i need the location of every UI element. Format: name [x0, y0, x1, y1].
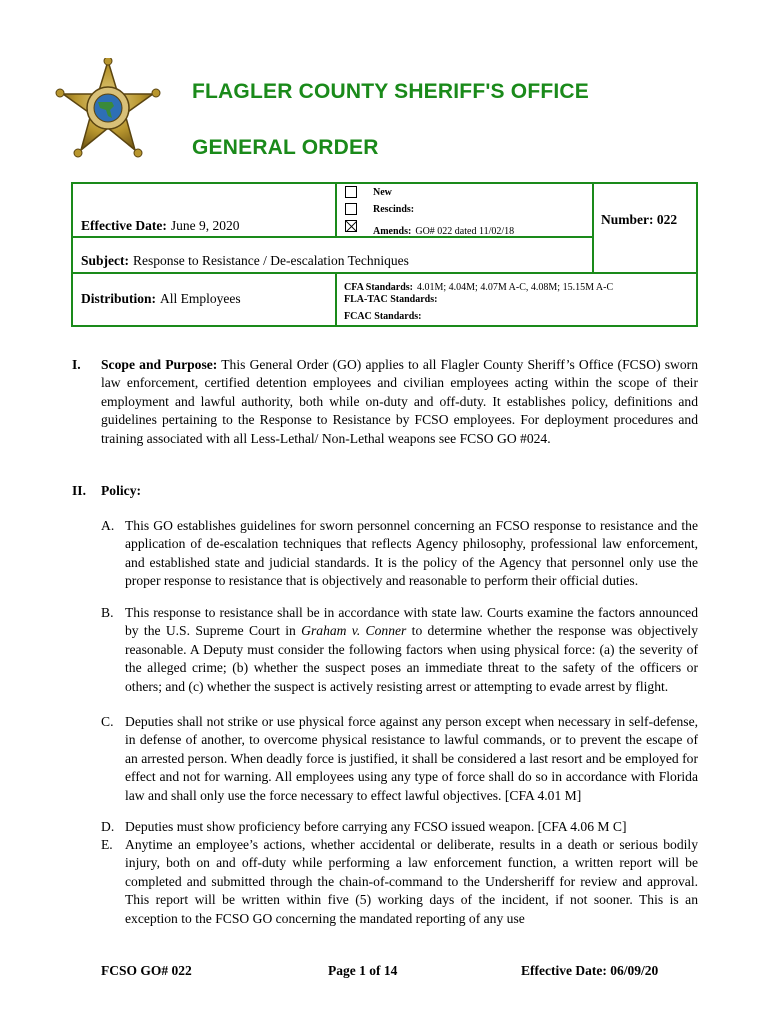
section-text — [101, 356, 698, 448]
flatac-standards: FLA-TAC Standards: — [344, 294, 438, 305]
cfa-label: CFA Standards: — [344, 282, 413, 293]
rescinds-label: Rescinds: — [373, 204, 415, 215]
footer-page-number: Page 1 of 14 — [328, 963, 398, 978]
item-letter: C. — [101, 714, 114, 729]
footer-doc-number: FCSO GO# 022 — [101, 963, 192, 978]
amends-row — [373, 221, 514, 239]
case-name: Graham v. Conner — [301, 623, 407, 639]
section-number: II. — [72, 483, 86, 498]
amends-checkbox[interactable] — [345, 220, 357, 232]
item-text-part: to determine whether the response was objectively reasonable. A Deputy must consider the following factors when using physical force: (a) the severity of the alleged crime; (b) whether the suspect poses an immediate threat to the safety of the officers or others; and (c) whether the suspect is actively resisting arrest or attempting to evade arrest by flight. — [125, 623, 698, 694]
scope-text: This General Order (GO) applies to all Flagler County Sheriff’s Office (FCSO) sworn law enforcement, certified detention employees and civilian employees acting within the scope of their employment and lawful authority, both while on-duty and off-duty. It establishes policy, definitions and guidelines pertaining to the Response to Resistance by FCSO employees. For deployment procedures and training associated with all Less-Lethal/ Non-Lethal weapons see FCSO GO #024. — [101, 357, 698, 446]
divider — [73, 272, 696, 274]
distribution-value: All Employees — [160, 291, 241, 306]
distribution-label: Distribution: — [81, 291, 157, 306]
item-letter: B. — [101, 605, 114, 620]
section-heading — [101, 482, 698, 500]
divider — [592, 184, 594, 274]
amends-label: Amends: — [373, 226, 412, 237]
cfa-standards — [344, 277, 613, 295]
amends-value: GO# 022 dated 11/02/18 — [415, 226, 515, 237]
divider — [335, 184, 337, 236]
subject-cell — [81, 252, 409, 270]
effective-date-cell — [81, 217, 239, 235]
subject-value: Response to Resistance / De-escalation Techniques — [133, 253, 409, 268]
effective-date-label: Effective Date: — [81, 218, 167, 233]
order-number: Number: 022 — [601, 212, 678, 227]
cfa-value: 4.01M; 4.04M; 4.07M A-C, 4.08M; 15.15M A-C — [417, 282, 614, 293]
divider — [335, 272, 337, 325]
subject-label: Subject: — [81, 253, 129, 268]
page-title: FLAGLER COUNTY SHERIFF'S OFFICE — [192, 80, 589, 103]
page-subtitle: GENERAL ORDER — [192, 136, 379, 159]
header-table — [71, 182, 698, 327]
new-checkbox[interactable] — [345, 186, 357, 198]
section-number: I. — [72, 357, 81, 372]
item-text: Deputies must show proficiency before carrying any FCSO issued weapon. [CFA 4.06 M C] — [125, 819, 627, 834]
sheriff-star-badge-icon — [54, 58, 162, 166]
section-heading: Scope and Purpose: — [101, 357, 218, 372]
policy-heading: Policy: — [101, 483, 142, 498]
distribution-cell — [81, 290, 241, 308]
item-text: Anytime an employee’s actions, whether accidental or deliberate, results in a death or serious bodily injury, both on and off-duty while performing a law enforcement function, a written report will be completed and submitted through the chain-of-command to the Undersheriff for review and approval. This report will be written within five (5) working days of the incident, if not sooner. This is an exception to the FCSO GO concerning the mandated reporting of any use — [125, 837, 698, 926]
item-text: Deputies shall not strike or use physical force against any person except when necessary in self-defense, in defense of another, to overcome physical resistance to lawful commands, or to prevent the escape of an arrested person. When deadly force is justified, it shall be considered a last resort and be employed for effect and not for warning. All employees using any type of force shall do so in accordance with Florida law and shall only use the force necessary to effect lawful objectives. [CFA 4.01 M] — [125, 714, 698, 803]
item-text — [125, 604, 698, 696]
fcac-standards: FCAC Standards: — [344, 311, 422, 322]
divider — [73, 236, 594, 238]
item-text: This GO establishes guidelines for sworn personnel concerning an FCSO response to resistance and the application of de-escalation techniques that reflects Agency philosophy, professional law enforcement, and established state and judicial standards. It is the policy of the Agency that personnel only use the proper response to resistance that is objectively and reasonable to perform their official duties. — [125, 518, 698, 589]
rescinds-checkbox[interactable] — [345, 203, 357, 215]
item-letter: D. — [101, 819, 115, 834]
footer-effective-date: Effective Date: 06/09/20 — [521, 963, 659, 978]
item-text-part: This response to resistance shall be in accordance with state law. Courts examine the factors announced by the U.S. Supreme Court in — [125, 605, 698, 639]
item-letter: A. — [101, 518, 115, 533]
new-label: New — [373, 187, 392, 198]
item-letter: E. — [101, 837, 113, 852]
effective-date-value: June 9, 2020 — [170, 218, 240, 233]
